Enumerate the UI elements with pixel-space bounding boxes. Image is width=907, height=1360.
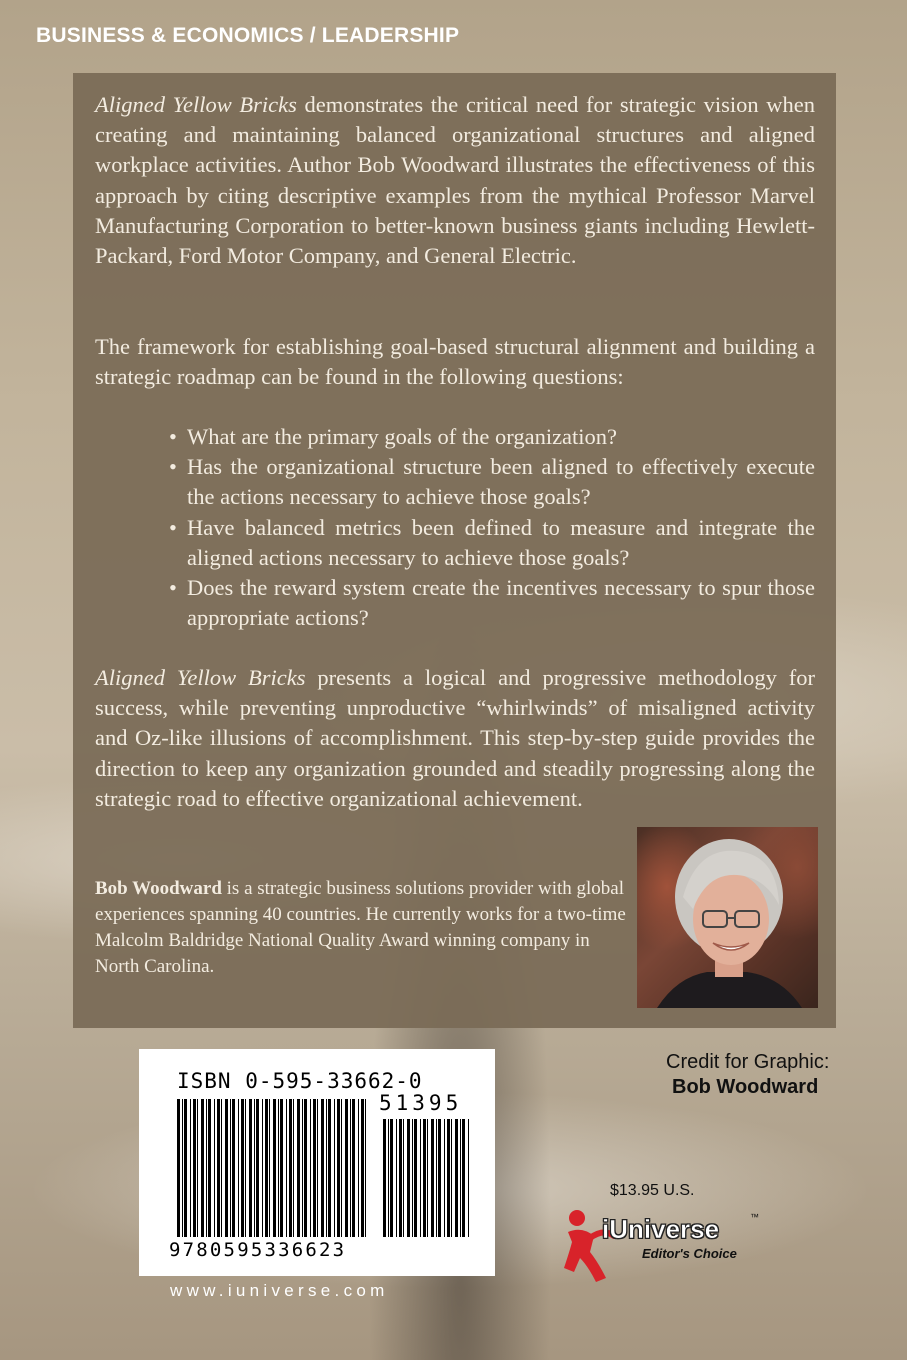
- book-title: Aligned Yellow Bricks: [95, 665, 306, 690]
- graphic-credit-name: Bob Woodward: [672, 1076, 819, 1098]
- question-item: • Have balanced metrics been defined to measure and integrate the aligned actions necessary to achieve those goals?: [169, 514, 815, 570]
- bullet-icon: •: [169, 575, 177, 601]
- description-text-3: presents a logical and progressive methodology for success, while preventing unproductive “whirlwinds” of misaligned activity and Oz-like illusions of accomplishment. This step-by-step guide provides the direction to keep any organization grounded and steadily progressing along the strategic road to effective organizational achievement.: [95, 665, 815, 811]
- description-paragraph-3: [95, 663, 815, 814]
- graphic-credit-label: Credit for Graphic:: [666, 1051, 830, 1073]
- author-bio: [95, 876, 627, 980]
- author-portrait-icon: [637, 827, 818, 1008]
- publisher-website: www.iuniverse.com: [170, 1281, 389, 1300]
- category-label: BUSINESS & ECONOMICS / LEADERSHIP: [36, 24, 460, 47]
- price-label: $13.95 U.S.: [610, 1182, 695, 1199]
- barcode-box: [139, 1049, 495, 1276]
- isbn-label: ISBN 0-595-33662-0: [177, 1069, 423, 1093]
- description-paragraph-1: [95, 90, 815, 271]
- trademark-symbol: ™: [750, 1212, 759, 1222]
- description-paragraph-2: The framework for establishing goal-based structural alignment and building a strategic roadmap can be found in the following questions:: [95, 334, 815, 390]
- book-title: Aligned Yellow Bricks: [95, 92, 297, 117]
- publisher-logo-tagline: Editor's Choice: [642, 1246, 737, 1261]
- author-bio-text: is a strategic business solutions provider with global experiences spanning 40 countries. He currently works for a two-time Malcolm Baldridge National Quality Award winning company in North Carolina.: [95, 878, 626, 977]
- ean-number: 9780595336623: [169, 1239, 347, 1261]
- description-text-1: demonstrates the critical need for strategic vision when creating and maintaining balanced organizational structures and aligned workplace activities. Author Bob Woodward illustrates the effectiveness of this approach by citing descriptive examples from the mythical Professor Marvel Manufacturing Corporation to better-known business giants including Hewlett-Packard, Ford Motor Company, and General Electric.: [95, 92, 815, 269]
- question-item: • What are the primary goals of the organization?: [169, 422, 815, 452]
- bullet-icon: •: [169, 454, 177, 480]
- author-name: Bob Woodward: [95, 878, 222, 899]
- publisher-logo-name: iUniverse: [602, 1214, 720, 1244]
- question-list: [169, 422, 815, 633]
- price-code: 51395: [379, 1091, 463, 1115]
- question-item: • Does the reward system create the incentives necessary to spur those appropriate actions?: [169, 575, 815, 631]
- description-panel: [73, 73, 836, 1028]
- publisher-logo: [560, 1206, 770, 1286]
- bullet-icon: •: [169, 514, 177, 540]
- question-item: • Has the organizational structure been aligned to effectively execute the actions necessary to achieve those goals?: [169, 454, 815, 510]
- author-photo: [637, 827, 818, 1008]
- bullet-icon: •: [169, 424, 177, 449]
